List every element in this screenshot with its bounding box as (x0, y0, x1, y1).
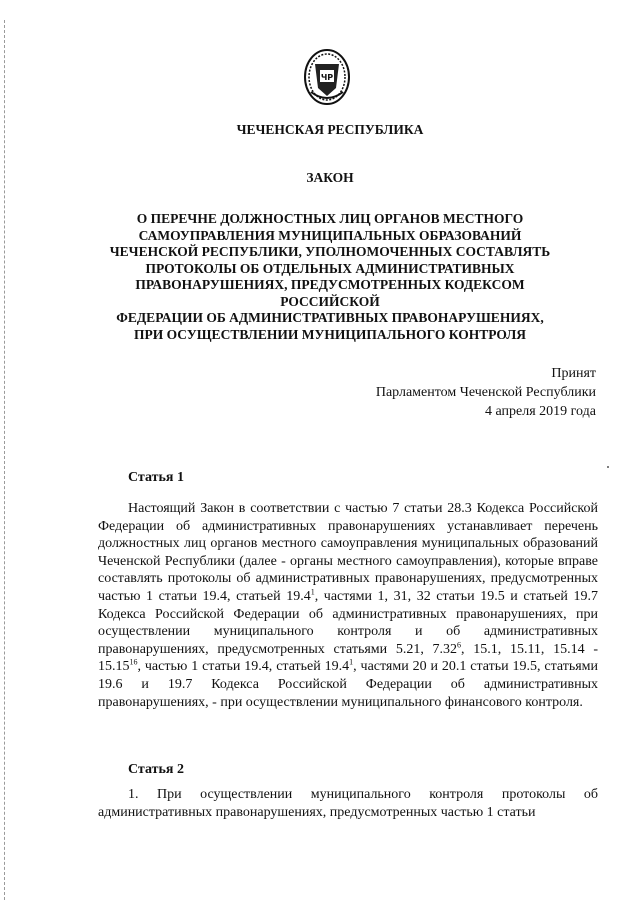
article-1-text-part: , частями 20 и 20.1 статьи 19.5, статьями 19.6 и 19.7 Кодекса Российской Федерации об административных правонарушениях, - при осуществлении муниципального финансового контроля. (98, 659, 598, 710)
adopted-label: Принят (551, 366, 596, 381)
coat-of-arms-emblem (303, 48, 351, 106)
article-1-text-part: Настоящий Закон в соответствии с частью 7 статьи 28.3 Кодекса Российской Федерации об административных правонарушениях устанавливает перечень должностных лиц органов местного самоуправления муниципальных образований Чеченской Республики (далее - органы местного самоуправления), которые вправе составлять протоколы об административных правонарушениях, предусмотренных частью 1 статьи 19.4, статьей 19.4 (98, 501, 598, 604)
republic-name: ЧЕЧЕНСКАЯ РЕСПУБЛИКА (236, 122, 424, 137)
title-line: САМОУПРАВЛЕНИЯ МУНИЦИПАЛЬНЫХ ОБРАЗОВАНИЙ (138, 227, 522, 243)
title-line: ФЕДЕРАЦИИ ОБ АДМИНИСТРАТИВНЫХ ПРАВОНАРУШЕНИЯХ, (116, 310, 544, 325)
article-1-text (98, 500, 598, 711)
title-line: О ПЕРЕЧНЕ ДОЛЖНОСТНЫХ ЛИЦ ОРГАНОВ МЕСТНОГО (136, 211, 524, 226)
article-1-heading: Статья 1 (128, 470, 184, 485)
article-1-text-part: , частью 1 статьи 19.4, статьей 19.4 (137, 659, 350, 675)
superscript: 1 (349, 657, 354, 667)
adoption-block (376, 364, 596, 421)
title-line: ЧЕЧЕНСКОЙ РЕСПУБЛИКИ, УПОЛНОМОЧЕННЫХ СОСТАВЛЯТЬ (109, 244, 551, 259)
title-line: ПРИ ОСУЩЕСТВЛЕНИИ МУНИЦИПАЛЬНОГО КОНТРОЛЯ (133, 326, 527, 342)
binding-edge (4, 20, 7, 900)
title-line: ПРАВОНАРУШЕНИЯХ, ПРЕДУСМОТРЕННЫХ КОДЕКСОМ РОССИЙСКОЙ (135, 277, 525, 309)
law-title (95, 211, 565, 343)
adopted-by: Парламентом Чеченской Республики (375, 385, 596, 400)
document-type: ЗАКОН (306, 170, 354, 185)
superscript: 6 (457, 640, 462, 650)
title-line: ПРОТОКОЛЫ ОБ ОТДЕЛЬНЫХ АДМИНИСТРАТИВНЫХ (145, 260, 515, 276)
article-2-heading: Статья 2 (128, 762, 184, 777)
superscript: 16 (129, 657, 138, 667)
scan-speck (607, 466, 609, 468)
article-2-text: 1. При осуществлении муниципального контроля протоколы об административных правонарушениях, предусмотренных частью 1 статьи (98, 787, 598, 820)
article-1-text-part: , 15.1, 15.11, 15.14 - 15.15 (98, 641, 598, 675)
emblem-letters: ЧР (320, 73, 334, 82)
superscript: 1 (310, 587, 315, 597)
article-1-text-part: , частями 1, 31, 32 статьи 19.5 и статьей 19.7 Кодекса Российской Федерации об административных правонарушениях, при осуществлении муниципального контроля и об административных правонарушениях, предусмотренных статьями 5.21, 7.32 (98, 588, 598, 657)
adopted-date: 4 апреля 2019 года (485, 404, 596, 419)
